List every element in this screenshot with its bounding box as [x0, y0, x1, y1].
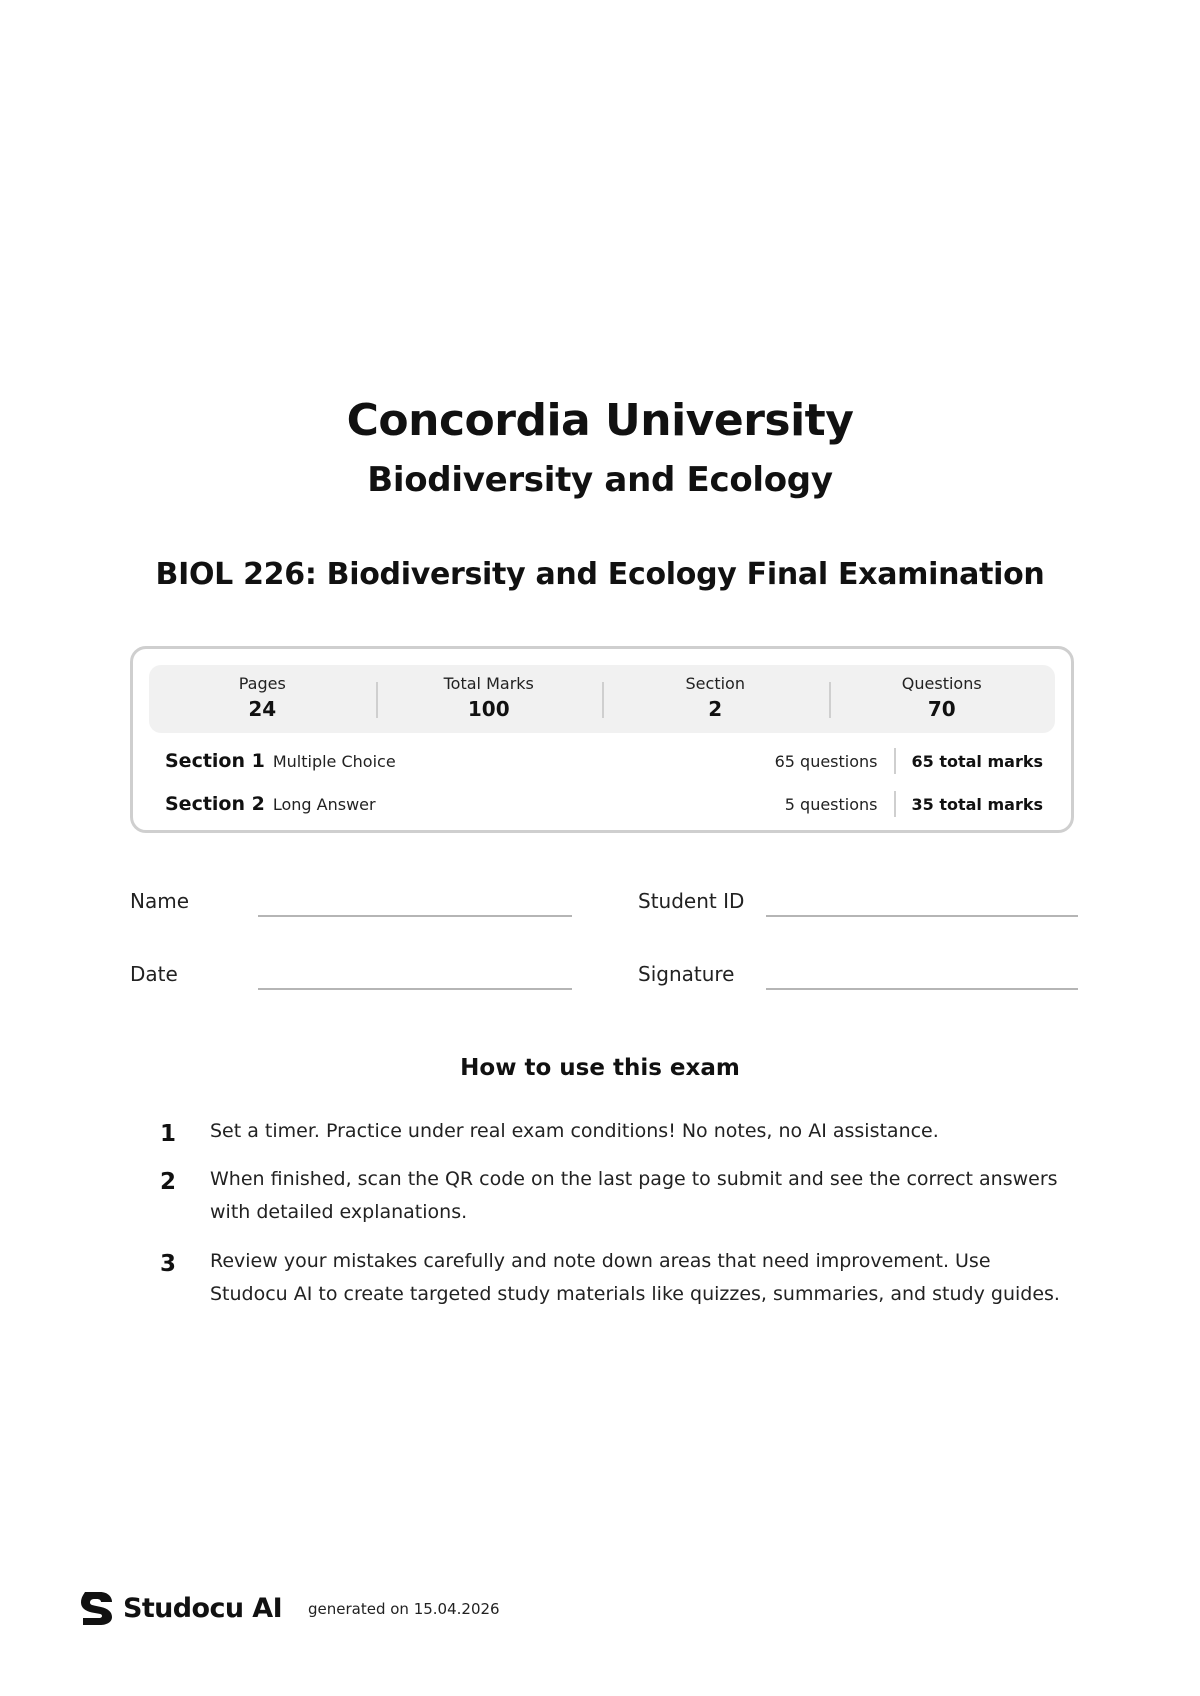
step-number: 1: [160, 1121, 177, 1147]
footer-brand: [79, 1588, 282, 1628]
signature-field[interactable]: [766, 988, 1078, 990]
section-type: Long Answer: [272, 794, 376, 814]
stat-total-marks: [376, 665, 603, 733]
instruction-step: [160, 1115, 1060, 1149]
section-name: Section 1: [165, 750, 265, 772]
brand-name: Studocu AI: [123, 1592, 283, 1624]
instruction-step: [160, 1245, 1060, 1311]
student-id-field[interactable]: [766, 915, 1078, 917]
stat-label: Total Marks: [443, 674, 534, 693]
studocu-logo-icon: [79, 1589, 115, 1627]
stat-value: 100: [467, 697, 510, 721]
exam-stats-bar: [149, 665, 1055, 733]
stat-label: Questions: [901, 674, 982, 693]
stat-label: Section: [685, 674, 745, 693]
instruction-step: [160, 1163, 1060, 1229]
instructions-title: How to use this exam: [460, 1055, 740, 1081]
section-name: Section 2: [165, 793, 265, 815]
stat-value: 70: [927, 697, 956, 721]
university-name: Concordia University: [346, 395, 854, 446]
section-question-count: 65 questions: [774, 751, 878, 771]
signature-label: Signature: [638, 962, 735, 986]
stat-value: 2: [708, 697, 723, 721]
exam-title: BIOL 226: Biodiversity and Ecology Final Examination: [155, 557, 1045, 592]
step-text: When finished, scan the QR code on the last page to submit and see the correct answers with detailed explanations.: [210, 1168, 1058, 1223]
name-label: Name: [130, 889, 190, 913]
date-field[interactable]: [258, 988, 572, 990]
step-number: 2: [160, 1169, 177, 1195]
stat-pages: [149, 665, 376, 733]
step-number: 3: [160, 1251, 177, 1277]
section-row-2: [165, 789, 1043, 819]
date-label: Date: [130, 962, 178, 986]
generated-date: generated on 15.04.2026: [308, 1600, 500, 1618]
step-text: Review your mistakes carefully and note down areas that need improvement. Use Studocu AI to create targeted study materials like quizzes, summaries, and study guides.: [210, 1250, 1060, 1305]
section-type: Multiple Choice: [272, 751, 396, 771]
stat-value: 24: [248, 697, 277, 721]
name-field[interactable]: [258, 915, 572, 917]
exam-summary-card: [130, 646, 1074, 833]
section-marks: 65 total marks: [911, 751, 1043, 771]
stat-label: Pages: [238, 674, 286, 693]
section-row-1: [165, 746, 1043, 776]
course-name: Biodiversity and Ecology: [367, 460, 833, 500]
section-marks: 35 total marks: [911, 794, 1043, 814]
stat-questions: [829, 665, 1056, 733]
step-text: Set a timer. Practice under real exam conditions! No notes, no AI assistance.: [210, 1120, 939, 1142]
section-question-count: 5 questions: [784, 794, 878, 814]
student-id-label: Student ID: [638, 889, 745, 913]
stat-section: [602, 665, 829, 733]
